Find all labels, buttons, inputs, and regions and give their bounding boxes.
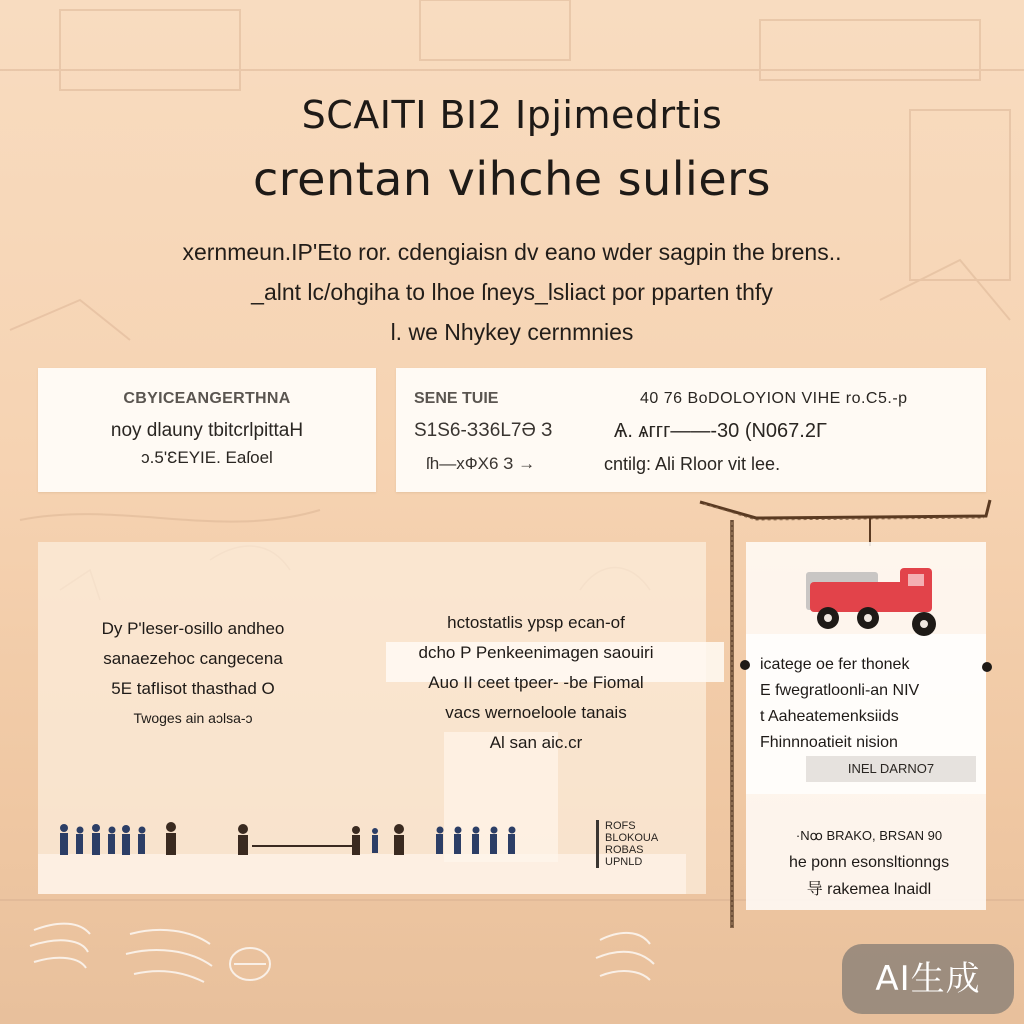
panel-line: Auo II ceet tpeer- -be Fiomal bbox=[428, 673, 644, 692]
panel-text-middle bbox=[386, 608, 686, 758]
side-card-text bbox=[760, 652, 980, 756]
decorative-squiggles bbox=[20, 910, 680, 1010]
panel-text-left bbox=[48, 614, 338, 732]
illustration-panel bbox=[38, 542, 706, 894]
side-card-line: ·Nꝏ BRAKO, BRSAN 90 bbox=[795, 828, 943, 843]
panel-footer: Twoges ain aɔlsa-ɔ bbox=[133, 710, 253, 726]
stacked-label-line: UPNLD bbox=[605, 856, 643, 868]
stacked-label bbox=[596, 820, 658, 868]
info-card-left bbox=[38, 368, 376, 492]
side-card-line: E fwegratloonli-an NIV bbox=[760, 682, 920, 699]
header bbox=[0, 88, 1024, 352]
info-card-right bbox=[396, 368, 986, 492]
support-post bbox=[728, 520, 736, 928]
page-subtitle-heading: crentan vihche suliers bbox=[252, 152, 772, 206]
ai-generated-badge: AI生成 bbox=[842, 944, 1014, 1014]
side-card-tag: INEL DARNO7 bbox=[806, 756, 976, 782]
intro-line: xernmeun.IP'Eto ror. cdengiaisn dv eano wder sagpin the brens.. bbox=[182, 239, 842, 265]
card-heading: SENE TUIE bbox=[414, 390, 499, 407]
side-card-footer bbox=[756, 822, 982, 903]
side-card-line: he ponn esonsltionngs bbox=[788, 854, 950, 871]
panel-line: Al san aic.cr bbox=[489, 733, 583, 752]
side-card-line: icatege oe fer thonek bbox=[760, 656, 910, 673]
panel-line: Dy P'leser-osillo andheo bbox=[101, 619, 285, 638]
card-line: S1S6-ЗЗ6L7Ә З bbox=[414, 420, 553, 441]
stacked-label-line: BLOKOUA bbox=[605, 832, 659, 844]
side-card-line: 导 rakemea lnaidl bbox=[806, 881, 932, 898]
card-line: Ѧ. ѧггг——-30 (N067.2Γ bbox=[614, 420, 827, 442]
panel-line: vacs wernoeloole tanais bbox=[445, 703, 627, 722]
panel-line: dcho P Penkeenimagen saouiri bbox=[418, 643, 654, 662]
side-card-line: Fhinnnoatieit nision bbox=[760, 734, 898, 751]
bullet-dot-right bbox=[982, 662, 992, 672]
page-title: SCAITI BI2 Ipjimedrtis bbox=[301, 93, 723, 137]
stacked-label-line: ROBAS bbox=[605, 844, 644, 856]
intro-line: _alnt lc/ohgiha to lhoe ſneys_lsliact por pparten thfy bbox=[251, 279, 773, 305]
bullet-dot-left bbox=[740, 660, 750, 670]
crowd-illustration bbox=[52, 818, 572, 864]
intro-line: l. we Nhykey cernmnies bbox=[390, 319, 634, 345]
truck-icon bbox=[804, 566, 944, 642]
panel-line: 5E tafIisot thasthad O bbox=[111, 679, 275, 698]
card-line: ſh—хФX6 З → bbox=[426, 454, 536, 473]
card-line: ɔ.5'ƐEYIE. Eaſoel bbox=[141, 448, 273, 467]
stat-label: 40 76 BoDOLOYION VIHE ro.C5.-p bbox=[640, 390, 908, 407]
panel-heading: hctostatlis ypsp ecan-of bbox=[447, 613, 625, 632]
intro-text bbox=[0, 232, 1024, 352]
card-line: cntilg: Ali Rloor vit lee. bbox=[604, 454, 781, 474]
side-card-line: t Aaheatemenksiids bbox=[760, 708, 899, 725]
panel-line: sanaezehoc cangecena bbox=[103, 649, 283, 668]
card-heading: CBYICEANGERTHNA bbox=[123, 390, 291, 407]
card-line: noy dlauny tbitcrlpittaH bbox=[110, 420, 304, 441]
stacked-label-line: ROFS bbox=[605, 820, 636, 832]
